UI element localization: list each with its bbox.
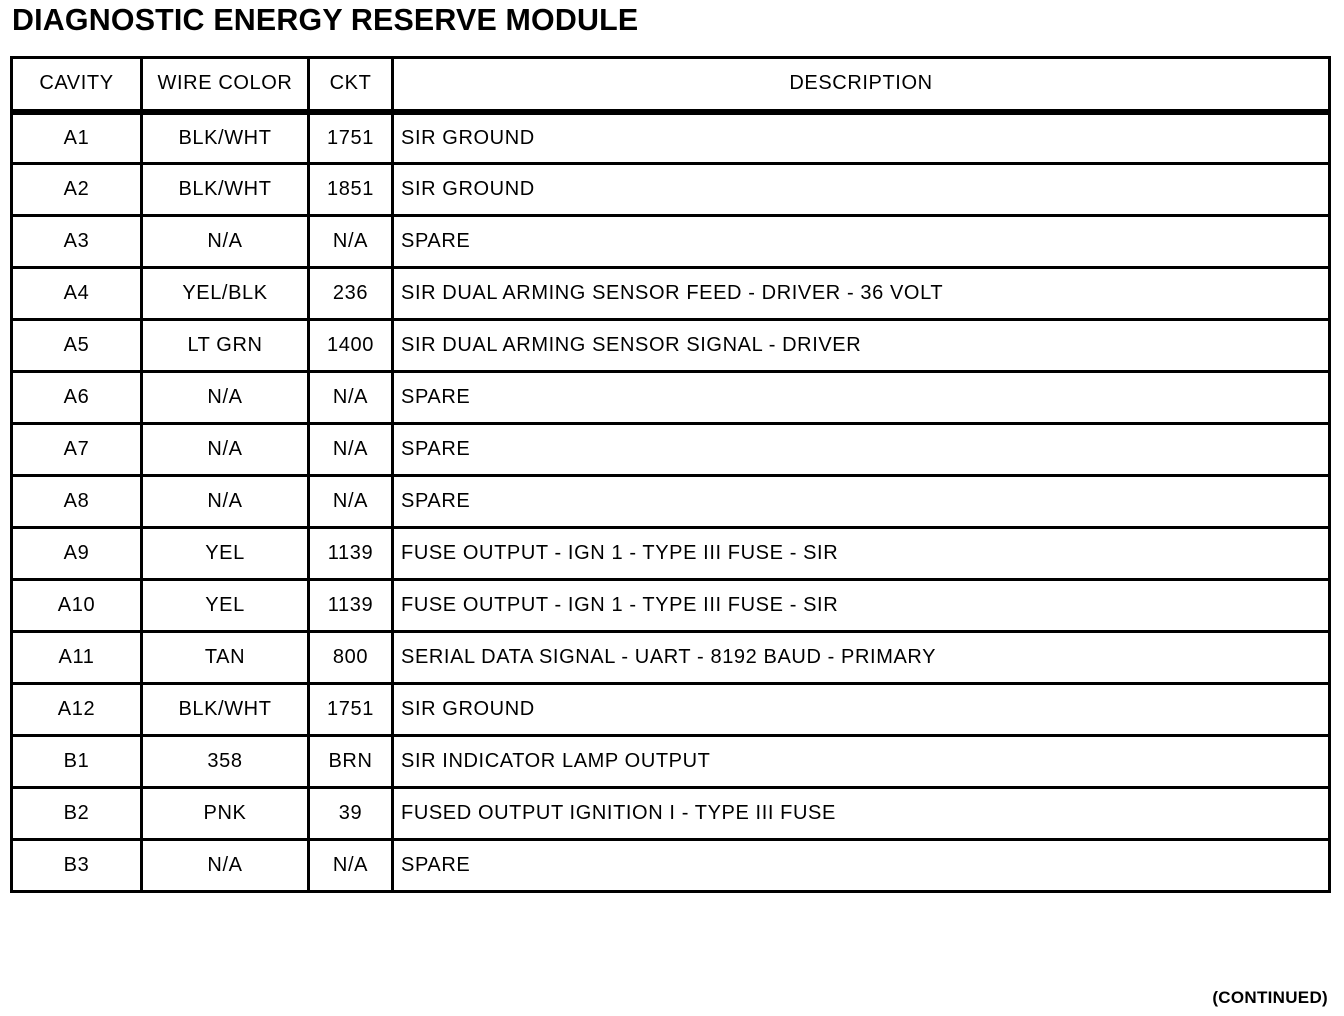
table-row (12, 320, 1330, 372)
cell-description: SPARE (393, 216, 1330, 268)
cell-description: FUSE OUTPUT - IGN 1 - TYPE III FUSE - SIR (393, 580, 1330, 632)
cell-description: SPARE (393, 840, 1330, 892)
cell-cavity: A10 (12, 580, 142, 632)
table-row (12, 164, 1330, 216)
cell-description: FUSED OUTPUT IGNITION I - TYPE III FUSE (393, 788, 1330, 840)
cell-cavity: A1 (12, 112, 142, 164)
cell-cavity: B2 (12, 788, 142, 840)
continued-note: (CONTINUED) (1212, 988, 1328, 1007)
cell-wire-color: N/A (142, 372, 309, 424)
cell-cavity: B1 (12, 736, 142, 788)
column-header-ckt: CKT (309, 58, 393, 112)
cell-ckt: N/A (309, 840, 393, 892)
table-row (12, 788, 1330, 840)
table-row (12, 476, 1330, 528)
column-header-description: DESCRIPTION (393, 58, 1330, 112)
table-row (12, 424, 1330, 476)
cell-cavity: A8 (12, 476, 142, 528)
cell-description: SPARE (393, 476, 1330, 528)
cell-description: SPARE (393, 372, 1330, 424)
cell-wire-color: BLK/WHT (142, 684, 309, 736)
cell-wire-color: PNK (142, 788, 309, 840)
column-header-wire-color: WIRE COLOR (142, 58, 309, 112)
cell-wire-color: N/A (142, 840, 309, 892)
cell-wire-color: N/A (142, 424, 309, 476)
table-row (12, 268, 1330, 320)
cell-cavity: A12 (12, 684, 142, 736)
cell-cavity: A2 (12, 164, 142, 216)
cell-ckt: 1139 (309, 528, 393, 580)
cell-cavity: A4 (12, 268, 142, 320)
page-title: DIAGNOSTIC ENERGY RESERVE MODULE (12, 2, 639, 37)
cell-cavity: A6 (12, 372, 142, 424)
cell-ckt: 1139 (309, 580, 393, 632)
cell-wire-color: LT GRN (142, 320, 309, 372)
cell-ckt: 1751 (309, 684, 393, 736)
cell-wire-color: BLK/WHT (142, 164, 309, 216)
header-row (12, 58, 1330, 112)
cell-cavity: A7 (12, 424, 142, 476)
table-row (12, 632, 1330, 684)
cell-description: SIR INDICATOR LAMP OUTPUT (393, 736, 1330, 788)
cell-wire-color: YEL/BLK (142, 268, 309, 320)
cell-description: FUSE OUTPUT - IGN 1 - TYPE III FUSE - SIR (393, 528, 1330, 580)
table-row (12, 840, 1330, 892)
cell-description: SIR GROUND (393, 112, 1330, 164)
cell-ckt: 236 (309, 268, 393, 320)
cell-wire-color: BLK/WHT (142, 112, 309, 164)
cell-ckt: N/A (309, 424, 393, 476)
cell-wire-color: N/A (142, 476, 309, 528)
cell-ckt: N/A (309, 372, 393, 424)
cell-ckt: 1400 (309, 320, 393, 372)
table-row (12, 528, 1330, 580)
cell-ckt: N/A (309, 476, 393, 528)
cell-description: SIR GROUND (393, 164, 1330, 216)
cell-cavity: A11 (12, 632, 142, 684)
cell-ckt: 1851 (309, 164, 393, 216)
cell-description: SIR GROUND (393, 684, 1330, 736)
cell-wire-color: YEL (142, 528, 309, 580)
cell-description: SIR DUAL ARMING SENSOR SIGNAL - DRIVER (393, 320, 1330, 372)
cell-wire-color: TAN (142, 632, 309, 684)
cell-wire-color: N/A (142, 216, 309, 268)
table-row (12, 736, 1330, 788)
cell-wire-color: YEL (142, 580, 309, 632)
cell-ckt: 39 (309, 788, 393, 840)
connector-pinout-table (10, 56, 1331, 893)
cell-cavity: A5 (12, 320, 142, 372)
table-row (12, 112, 1330, 164)
table-row (12, 580, 1330, 632)
table-row (12, 684, 1330, 736)
cell-ckt: 1751 (309, 112, 393, 164)
cell-wire-color: 358 (142, 736, 309, 788)
cell-description: SIR DUAL ARMING SENSOR FEED - DRIVER - 36 VOLT (393, 268, 1330, 320)
cell-ckt: N/A (309, 216, 393, 268)
cell-ckt: BRN (309, 736, 393, 788)
cell-ckt: 800 (309, 632, 393, 684)
cell-cavity: B3 (12, 840, 142, 892)
cell-description: SPARE (393, 424, 1330, 476)
table-header (12, 58, 1330, 112)
cell-cavity: A9 (12, 528, 142, 580)
cell-cavity: A3 (12, 216, 142, 268)
table-body (12, 112, 1330, 892)
cell-description: SERIAL DATA SIGNAL - UART - 8192 BAUD - PRIMARY (393, 632, 1330, 684)
table-row (12, 372, 1330, 424)
column-header-cavity: CAVITY (12, 58, 142, 112)
table-row (12, 216, 1330, 268)
